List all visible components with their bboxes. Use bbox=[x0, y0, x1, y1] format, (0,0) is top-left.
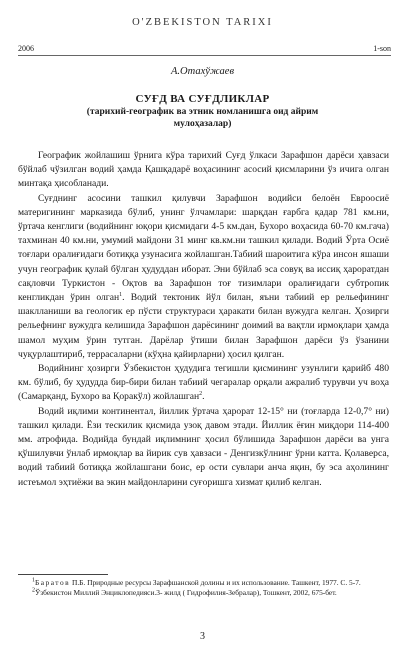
paragraph-text: Водий иқлими континентал, йиллик ўртача ҳарорат 12-15° ни (тоғларда 12-0,7° ни) ташкил қилади. Ёзи тескилик қисмида узоқ давом этади. Йиллик ёғин миқдори 114-400 мм. атрофида. Водийда бундай иқлимнинг ҳосил бўлишида Зарафшон дарёси ва унга қўшилувчи ўнлаб ирмоқлар ва йирик сув ҳавзаси - Денгизкўлнинг ўрни катта. Қолаверса, водий табиий ботиққа жойлашгани боис, ер ости сувлари анча яқин, бу эса аҳолининг истеъмол эҳтиёжи ва экин майдонларини суғоришга хизмат қилиб келган. bbox=[18, 405, 389, 488]
issue-year: 2006 bbox=[18, 44, 34, 53]
footnote-2 bbox=[18, 588, 389, 598]
page-meta bbox=[18, 44, 391, 56]
paragraph-text-tail: . Водий тектоник йўл билан, яъни табиий ер рельефининг шаклланиши ва геологик ер пўсти структураси ҳаракати билан вужудга келган. Ҳозирги рельефнинг вужудга келишида Зарафшон дарёсининг доимий ва вақтли ирмоқлари ҳамда шамол муҳим ўрин тутган. Дарёлар ўтиши билан Зарафшон дарёси ўз ўзанини чуқурлаштириб, террасаларни (кўҳна қайирларни) ҳосил қилган. bbox=[18, 292, 390, 360]
paragraph-1 bbox=[18, 149, 389, 192]
footnote-ref[interactable]: 2 bbox=[199, 391, 203, 398]
footnote-text: Ўзбекистон Миллий Энциклопедияси.3- жилд ( Гидрофилия-Зебралар), Тошкент, 2002, 675-бет. bbox=[35, 588, 337, 597]
footnotes bbox=[18, 578, 389, 598]
paragraph-text: Суғднинг асосини ташкил қилувчи Зарафшон водийси белоён Евроосиё материгининг марказида бўлиб, унинг ўлчамлари: шарқдан ғарбга қадар 781 км.ни, ўртача кенглиги (водийнинг юқори қисмидаги 4-5 км.дан, Бухоро воҳасида 60-70 км.гача) тахминан 40 км.ни, умумий майдони 31 минг кв.км.ни ташкил қилади. Водий Ўрта Осиё тоғлари оралиғидаги ботиққа узунасига жойлашган.Табиий шароитига кўра инсон яшаши учун географик қулай бўлган ҳудуддан иборат. Эни бўйлаб эса совуқ ва иссиқ ҳароратдан сақловчи Туркистон - Оқтов ва Зарафшон тоғ тизимлари оралиғидаги субтропик кенгликдан ўрин олган bbox=[18, 192, 389, 304]
paragraph-text-tail: . bbox=[202, 391, 205, 403]
footnote-divider bbox=[18, 574, 108, 575]
footnote-text: П.Б. Природные ресурсы Зарафшанской долины и их использование. Ташкент, 1977. С. 5-7. bbox=[70, 578, 361, 587]
paragraph-2 bbox=[18, 192, 389, 362]
journal-title: O'ZBEKISTON TARIXI bbox=[132, 17, 273, 28]
paragraph-text: Водийнинг ҳозирги Ўзбекистон ҳудудига тегишли қисмининг узунлиги қарийб 480 км. бўлиб, бу ҳудудда бир-бири билан табиий чегаралар орқали ажралиб турувчи уч воҳа (Самарқанд, Бухоро ва Қоракўл) жойлашган bbox=[18, 363, 389, 403]
footnote-number: 1 bbox=[32, 577, 35, 584]
article-subtitle: (тарихий-географик ва этник номланишга оид айрим мулоҳазалар) bbox=[86, 107, 319, 129]
issue-number: 1-son bbox=[373, 44, 391, 53]
article-body bbox=[18, 149, 389, 490]
footnote-ref[interactable]: 1 bbox=[119, 291, 123, 298]
paragraph-text: Географик жойлашиш ўрнига кўра тарихий Суғд ўлкаси Зарафшон дарёси ҳавзаси бўйлаб чўзилган водий ҳамда Қашқадарё воҳасининг асосий қисмларини ўз ичига олган минтақа ҳисобланади. bbox=[18, 150, 389, 190]
footnote-1 bbox=[18, 578, 389, 588]
footnote-number: 2 bbox=[32, 587, 35, 594]
paragraph-4 bbox=[18, 405, 389, 490]
paragraph-3 bbox=[18, 362, 389, 405]
page-number: 3 bbox=[200, 631, 205, 642]
article-author: А.Отахўжаев bbox=[171, 66, 234, 77]
article-title: СУҒД ВА СУҒДЛИКЛАР bbox=[135, 93, 270, 105]
footnote-author: Баратов bbox=[35, 578, 71, 587]
